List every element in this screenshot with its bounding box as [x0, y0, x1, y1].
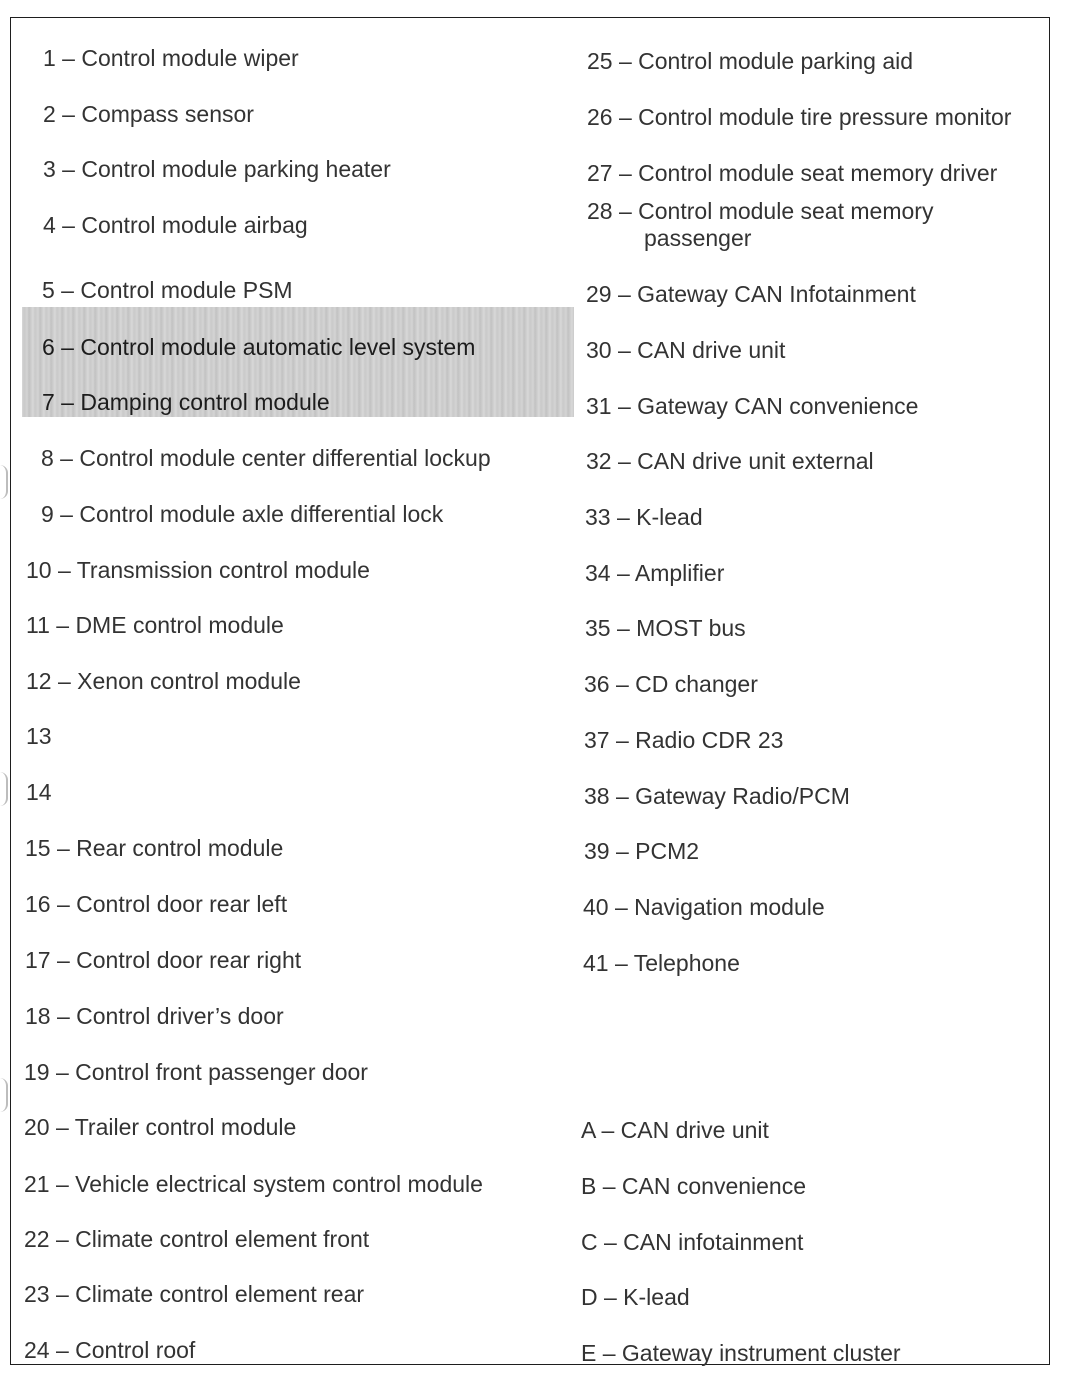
- bus-legend-e: E – Gateway instrument cluster: [581, 1340, 901, 1366]
- legend-item-6: 6 – Control module automatic level system: [42, 334, 476, 360]
- legend-item-25: 25 – Control module parking aid: [587, 48, 914, 74]
- legend-item-41: 41 – Telephone: [583, 950, 740, 976]
- legend-item-20: 20 – Trailer control module: [24, 1114, 297, 1140]
- legend-item-38: 38 – Gateway Radio/PCM: [584, 783, 850, 809]
- legend-item-9: 9 – Control module axle differential lock: [41, 501, 444, 527]
- legend-item-11: 11 – DME control module: [26, 612, 284, 638]
- legend-item-13: 13: [26, 723, 52, 749]
- legend-item-3: 3 – Control module parking heater: [43, 156, 391, 182]
- legend-item-31: 31 – Gateway CAN convenience: [586, 393, 919, 419]
- bus-legend-d: D – K-lead: [581, 1284, 690, 1310]
- legend-item-32: 32 – CAN drive unit external: [586, 448, 874, 474]
- bus-legend-b: B – CAN convenience: [581, 1173, 807, 1199]
- legend-item-28: [587, 198, 933, 252]
- binding-mark: [0, 465, 8, 499]
- legend-item-26: 26 – Control module tire pressure monitor: [587, 104, 1012, 130]
- legend-item-34: 34 – Amplifier: [585, 560, 725, 586]
- legend-item-5: 5 – Control module PSM: [42, 277, 293, 303]
- legend-item-37: 37 – Radio CDR 23: [584, 727, 784, 753]
- legend-item-28-line1: 28 – Control module seat memory: [587, 198, 934, 224]
- legend-item-12: 12 – Xenon control module: [26, 668, 301, 694]
- legend-item-39: 39 – PCM2: [584, 838, 700, 864]
- legend-item-15: 15 – Rear control module: [25, 835, 284, 861]
- legend-item-28-line2: passenger: [644, 225, 752, 251]
- binding-mark: [0, 772, 8, 806]
- legend-item-8: 8 – Control module center differential lockup: [41, 445, 491, 471]
- legend-item-18: 18 – Control driver’s door: [25, 1003, 284, 1029]
- legend-item-1: 1 – Control module wiper: [43, 45, 299, 71]
- legend-item-22: 22 – Climate control element front: [24, 1226, 370, 1252]
- legend-item-19: 19 – Control front passenger door: [24, 1059, 368, 1085]
- legend-item-40: 40 – Navigation module: [583, 894, 825, 920]
- legend-item-21: 21 – Vehicle electrical system control module: [24, 1171, 483, 1197]
- bus-legend-c: C – CAN infotainment: [581, 1229, 804, 1255]
- legend-item-30: 30 – CAN drive unit: [586, 337, 786, 363]
- legend-item-16: 16 – Control door rear left: [25, 891, 288, 917]
- legend-item-4: 4 – Control module airbag: [43, 212, 308, 238]
- legend-item-24: 24 – Control roof: [24, 1337, 196, 1363]
- legend-item-33: 33 – K-lead: [585, 504, 703, 530]
- legend-item-23: 23 – Climate control element rear: [24, 1281, 365, 1307]
- legend-item-14: 14: [26, 779, 52, 805]
- binding-mark: [0, 1078, 8, 1112]
- legend-item-7: 7 – Damping control module: [42, 389, 330, 415]
- legend-item-35: 35 – MOST bus: [585, 615, 746, 641]
- legend-item-10: 10 – Transmission control module: [26, 557, 370, 583]
- legend-item-27: 27 – Control module seat memory driver: [587, 160, 998, 186]
- bus-legend-a: A – CAN drive unit: [581, 1117, 769, 1143]
- legend-item-36: 36 – CD changer: [584, 671, 758, 697]
- legend-item-2: 2 – Compass sensor: [43, 101, 254, 127]
- legend-item-29: 29 – Gateway CAN Infotainment: [586, 281, 916, 307]
- legend-item-17: 17 – Control door rear right: [25, 947, 302, 973]
